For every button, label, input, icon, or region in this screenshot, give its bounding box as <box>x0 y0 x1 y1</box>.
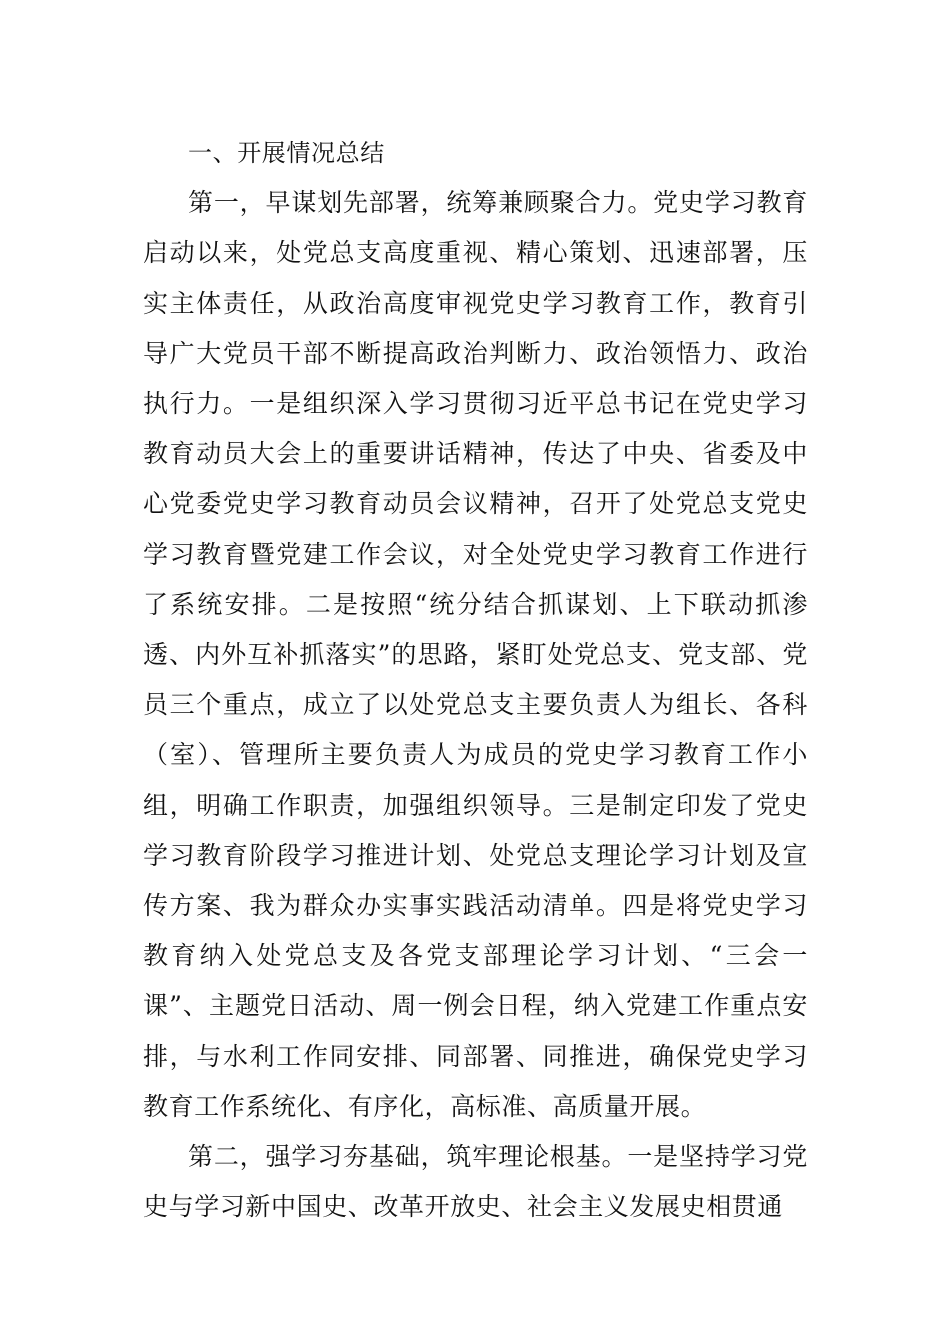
document-body <box>143 128 808 1232</box>
section-heading: 一、开展情况总结 <box>188 139 385 167</box>
paragraph-second: 第二，强学习夯基础，筑牢理论根基。一是坚持学习党史与学习新中国史、改革开放史、社会主义发展史相贯通 <box>143 1142 808 1222</box>
paragraph-first: 第一，早谋划先部署，统筹兼顾聚合力。党史学习教育启动以来，处党总支高度重视、精心策划、迅速部署，压实主体责任，从政治高度审视党史学习教育工作，教育引导广大党员干部不断提高政治判断力、政治领悟力、政治执行力。一是组织深入学习贯彻习近平总书记在党史学习教育动员大会上的重要讲话精神，传达了中央、省委及中心党委党史学习教育动员会议精神，召开了处党总支党史学习教育暨党建工作会议，对全处党史学习教育工作进行了系统安排。二是按照“统分结合抓谋划、上下联动抓渗透、内外互补抓落实”的思路，紧盯处党总支、党支部、党员三个重点，成立了以处党总支主要负责人为组长、各科（室）、管理所主要负责人为成员的党史学习教育工作小组，明确工作职责，加强组织领导。三是制定印发了党史学习教育阶段学习推进计划、处党总支理论学习计划及宣传方案、我为群众办实事实践活动清单。四是将党史学习教育纳入处党总支及各党支部理论学习计划、“三会一课”、主题党日活动、周一例会日程，纳入党建工作重点安排，与水利工作同安排、同部署、同推进，确保党史学习教育工作系统化、有序化，高标准、高质量开展。 <box>143 188 808 1121</box>
